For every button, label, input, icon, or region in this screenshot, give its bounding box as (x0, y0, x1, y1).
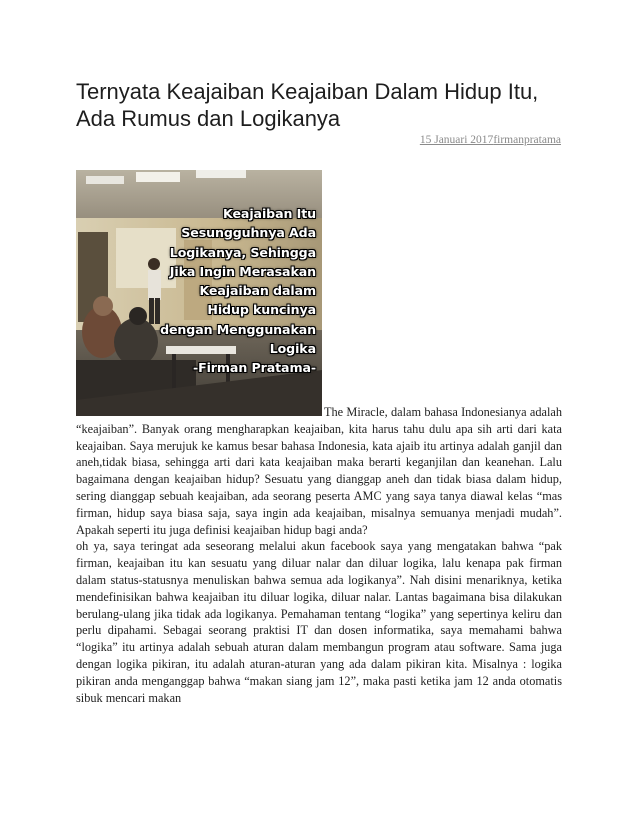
quote-line: Keajaiban Itu (223, 206, 316, 221)
post-date[interactable]: 15 Januari 2017 (419, 134, 494, 146)
quote-line: Jika Ingin Merasakan (169, 263, 316, 279)
paragraph (76, 404, 562, 538)
quote-author: -Firman Pratama- (192, 360, 316, 376)
quote-line: Logika (269, 341, 316, 357)
paragraph-text: The Miracle, dalam bahasa Indonesianya adalah “keajaiban”. Banyak orang mengharapkan keajaiban, kita harus tahu dulu apa sih arti dari kata keajaiban. Saya merujuk ke kamus besar bahasa Indonesia, kata ajaib itu artinya adalah ganjil dan aneh,tidak biasa, sehingga arti dari kata keajaiban maka berarti keganjilan dan keanehan. Lalu bagaimana dengan keajaiban hidup? Sesuatu yang dianggap aneh dan tidak biasa dalam hidup, sering dianggap sebuah keajaiban, ada seorang peserta AMC yang saya tanya diawal kelas “mas firman, hidup saya biasa saja, saya ingin ada keajaiban, misalnya semuanya menjadi mudah”. Apakah seperti itu juga definisi keajaiban hidup bagi anda? (76, 405, 562, 537)
article-image (76, 170, 322, 416)
post-meta[interactable] (330, 134, 561, 146)
quote-line: dengan Menggunakan (160, 321, 316, 337)
article-title: Ternyata Keajaiban Keajaiban Dalam Hidup Itu, Ada Rumus dan Logikanya (76, 79, 539, 131)
quote-line: Logikanya, Sehingga (169, 244, 316, 260)
article-body (76, 404, 562, 706)
paragraph: oh ya, saya teringat ada seseorang melalui akun facebook saya yang mengatakan bahwa “pak firman, keajaiban itu kan sesuatu yang diluar nalar dan diluar logika, lalu kenapa pak firman dalam status-statusnya menuliskan bahwa semua ada logikanya”. Nah disini menariknya, ketika mendefinisikan bahwa keajaiban itu diluar logika, diluar nalar. Lantas bagaimana bisa dilakukan berulang-ulang jika tidak ada logikanya. Pemahaman tentang “logika” yang sepertinya keliru dan perlu dipahami. Sebagai seorang praktisi IT dan dosen informatika, saya memahami bahwa “logika” itu artinya adalah sebuah aturan dalam membangun program atau software. Sama juga dengan logika pikiran, itu adalah aturan-aturan yang ada dalam pikiran kita. Misalnya : logika pikiran anda menganggap bahwa “makan siang jam 12”, maka pasti ketika jam 12 anda otomatis sibuk mencari makan (76, 539, 562, 705)
quote-line: Sesungguhnya Ada (181, 225, 316, 241)
post-author[interactable]: firmanpratama (493, 134, 561, 146)
quote-line: Keajaiban dalam (199, 283, 316, 299)
quote-overlay (146, 204, 316, 378)
quote-line: Hidup kuncinya (207, 302, 316, 318)
